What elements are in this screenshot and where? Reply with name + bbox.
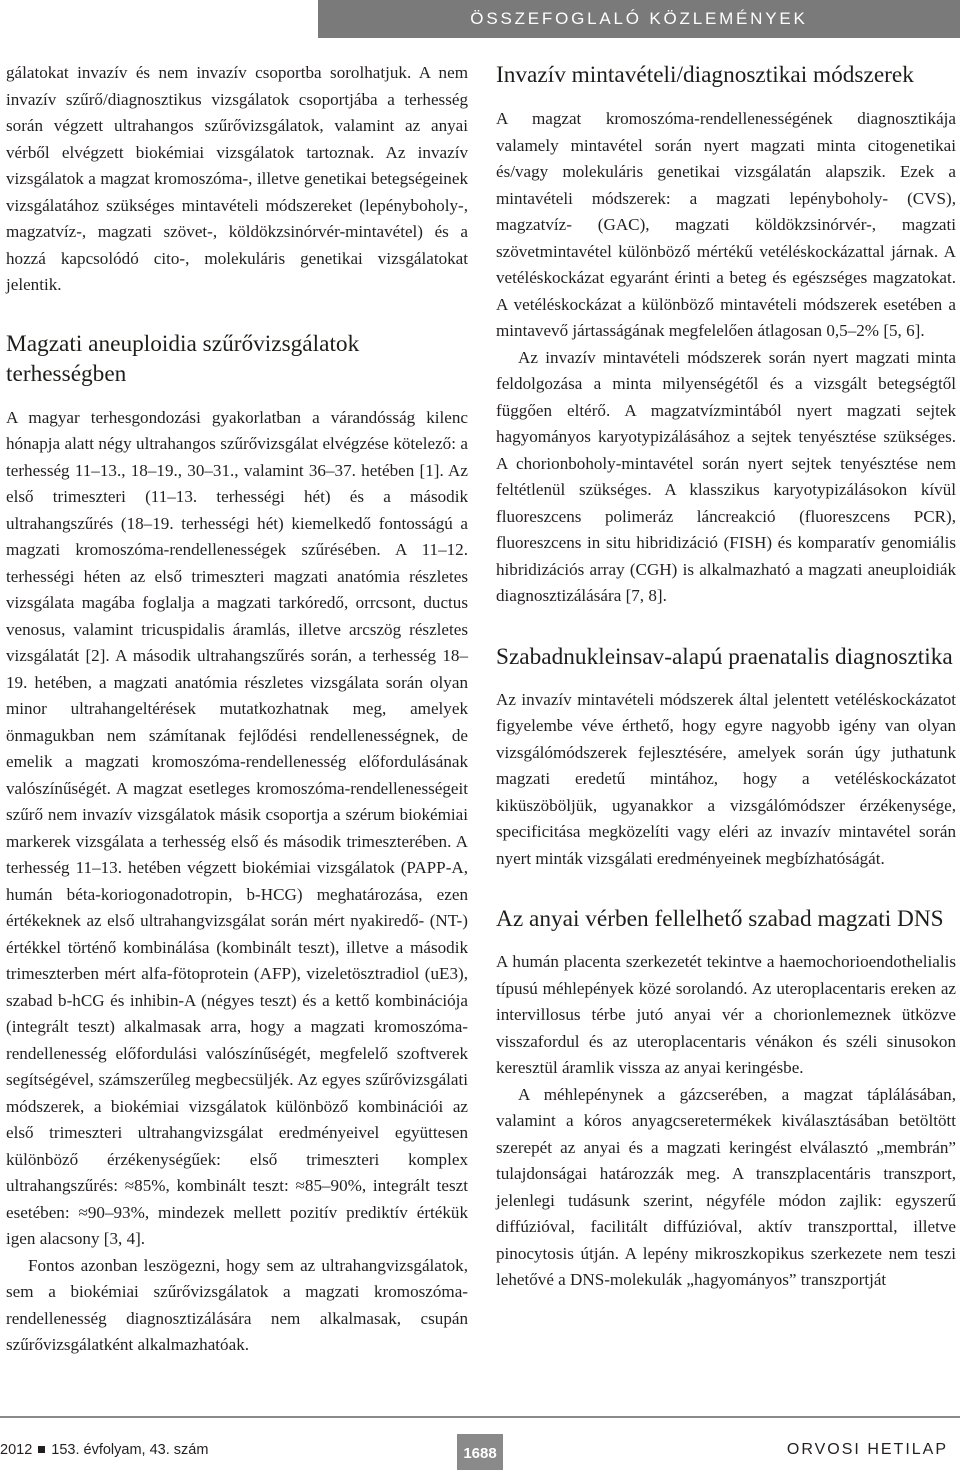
fetal-dna-paragraph-1: A humán placenta szerkezetét tekintve a haemochorioendothelialis típusú méhlepények közé sorolandó. Az uteroplacentaris ereken az intervillosus térbe jutó anyai vér a chorionlemeznek ütközve visszafordul és az uteroplacentaris vénákon és széli sinusokon keresztül áramlik vissza az anyai keringésbe. — [496, 952, 956, 1077]
issue-year: 2012 — [0, 1442, 33, 1458]
cell-free-paragraph-1: Az invazív mintavételi módszerek által jelentett vetéléskockázatot figyelembe véve érthető, hogy egyre nagyobb igény van olyan vizsgálómódszerek fejlesztésére, amelyek során úgy juthatunk magzati eredetű mintához, hogy a vetéléskockázatot kiküszöböljük, ugyanakkor a vizsgálómódszer érzékenysége, specificitása megközelíti vagy eléri az invazív mintavétel során nyert minták vizsgálati eredményeinek megbízhatóságát. — [496, 689, 956, 868]
running-header — [0, 0, 960, 38]
fetal-dna-paragraph-2: A méhlepénynek a gázcserében, a magzat táplálásában, valamint a kóros anyagcseretermékek kiválasztásában betöltött szerepét az anyai és a magzati keringést elválasztó „membrán” tulajdonságai határozzák meg. A transzplacentáris transzport, jelenlegi tudásunk szerint, négyféle módon zajlik: egyszerű diffúzióval, facilitált diffúzióval, aktív transzporttal, illetve pinocytosis útján. A lepény mikroszkopikus szerkezete nem teszi lehetővé a DNS-molekulák „hagyományos” transzportját — [496, 1084, 956, 1289]
section-heading-invasive-methods: Invazív mintavételi/diagnosztikai módszerek — [496, 62, 914, 88]
section-heading-fetal-dna: Az anyai vérben fellelhető szabad magzati DNS — [496, 906, 944, 932]
screening-paragraph-1: A magyar terhesgondozási gyakorlatban a várandósság kilenc hónapja alatt négy ultrahangos szűrővizsgálat elvégzése kötelező: a terhesség 11–13., 18–19., 30–31., valamint 36–37. hetében [1]. Az első trimeszteri (11–13. terhességi hét) és a második ultrahangszűrés (18–19. terhességi hét) kiemelkedő fontosságú a magzati kromoszóma-rendellenességek szűrésében. A 11–12. terhességi héten az első trimeszteri magzati anatómia részletes vizsgálata magába foglalja a magzati tarkóredő, orrcsont, ductus venosus, valamint tricuspidalis áramlás, illetve arcszög részletes vizsgálatát [2]. A második ultrahangszűrés során, a terhesség 18–19. hetében, a magzati anatómia részletes vizsgálata során olyan minor ultrahangeltérések mutatkozhatnak meg, amelyek önmagukban nem számítanak fejlődési rendellenességnek, de emelik a magzati kromoszóma-rendellenesség előfordulásának valószínűségét. A magzat esetleges kromoszóma-rendellenességeit szűrő nem invazív vizsgálatok másik csoportja a szérum biokémiai markerek vizsgálata a terhesség első és második trimeszterében. A terhesség 11–13. hetében végzett biokémiai vizsgálatok (PAPP-A, humán béta-koriogonadotropin, b-HCG) meghatározása, ezen értékeknek az első ultrahangvizsgálat során mért nyakiredő- (NT-) értékkel történő kombinálása (kombinált teszt), illetve a második trimeszterben mért alfa-fötoprotein (AFP), vizeletösztradiol (uE3), szabad b-hCG és inhibin-A (négyes teszt) és a kettő kombinációja (integrált teszt) alkalmasak arra, hogy a magzati kromoszóma-rendellenesség előfordulási valószínűségét, megfelelő szoftverek segítségével, számszerűleg megbecsüljék. Az egyes szűrővizsgálati módszerek, a biokémiai vizsgálatok különböző kombinációi az első trimeszteri ultrahangvizsgálat eredményeivel együttesen különböző érzékenységűek: első trimeszteri komplex ultrahangszűrés: ≈85%, kombinált teszt: ≈85–90%, integrált teszt esetében: ≈90–93%, mindezek mellett pozitív prediktív értékük igen alacsony [3, 4]. — [6, 407, 468, 1248]
invasive-paragraph-1: A magzat kromoszóma-rendellenességének diagnosztikája valamely mintavétel során nyert magzati minta citogenetikai és/vagy molekuláris genetikai vizsgálatán alapszik. Ezek a mintavételi módszerek: a magzati lepényboholy- (CVS), magzatvíz- (GAC), magzati köldökzsinórvér-, magzati szövetmintavétel különböző mértékű vetéléskockázattal járnak. A vetéléskockázat egyaránt érinti a beteg és egészséges magzatokat. A vetéléskockázat a különböző mintavételi módszerek esetében a mintavevő jártasságának megfelelően átlagosan 0,5–2% [5, 6]. — [496, 109, 956, 340]
header-blank-area — [0, 0, 318, 38]
intro-paragraph: gálatokat invazív és nem invazív csoportba sorolhatjuk. A nem invazív szűrő/diagnosztikus vizsgálatok csoportjába a terhesség során végzett ultrahangos szűrővizsgálatok, valamint az anyai vérből elvégzett biokémiai vizsgálatok tartoznak. Az invazív vizsgálatok a magzat kromoszóma-, illetve genetikai betegségeinek vizsgálatához szükséges mintavételi módszereket (lepényboholy-, magzatvíz-, magzati szövet-, köldökzsinórvér-mintavétel) és a hozzá kapcsolódó cito-, molekuláris genetikai vizsgálatokat jelentik. — [6, 63, 468, 294]
issue-volume: 153. évfolyam, 43. szám — [51, 1442, 209, 1458]
right-column — [496, 60, 956, 1294]
invasive-paragraph-2: Az invazív mintavételi módszerek során nyert magzati minta feldolgozása a minta milyenségétől és a vizsgált betegségtől függően eltérő. A magzatvízmintából nyert magzati sejtek hagyományos karyotypizálásához a sejtek tenyésztése szükséges. A chorionboholy-mintavétel során nyert sejtek tenyésztése nem feltétlenül szükséges. A klasszikus karyotypizálásokon kívül fluoreszcens polimeráz láncreakció (fluoreszcens PCR), fluoreszcens in situ hibridizáció (FISH) és komparatív genomiális hibridizációs array (CGH) is alkalmazható a magzati aneuploidiák diagnosztizálására [7, 8]. — [496, 347, 956, 605]
footer-divider — [0, 1416, 960, 1418]
section-heading-cell-free-diagnostics: Szabadnukleinsav-alapú praenatalis diagnosztika — [496, 643, 953, 670]
journal-name: ORVOSI HETILAP — [786, 1441, 948, 1458]
issue-info — [0, 1442, 208, 1458]
page-number: 1688 — [457, 1434, 503, 1470]
page-footer — [0, 1422, 960, 1470]
square-bullet-icon — [38, 1446, 45, 1453]
left-column — [6, 60, 468, 1359]
section-heading-aneuploidy-screening: Magzati aneuploidia szűrővizsgálatok terhességben — [6, 330, 360, 387]
screening-paragraph-2: Fontos azonban leszögezni, hogy sem az ultrahangvizsgálatok, sem a biokémiai szűrővizsgálatok a magzati kromoszóma-rendellenesség diagnosztizálására nem alkalmasak, csupán szűrővizsgálatként alkalmazhatóak. — [6, 1255, 468, 1354]
running-title: ÖSSZEFOGLALÓ KÖZLEMÉNYEK — [470, 9, 808, 28]
